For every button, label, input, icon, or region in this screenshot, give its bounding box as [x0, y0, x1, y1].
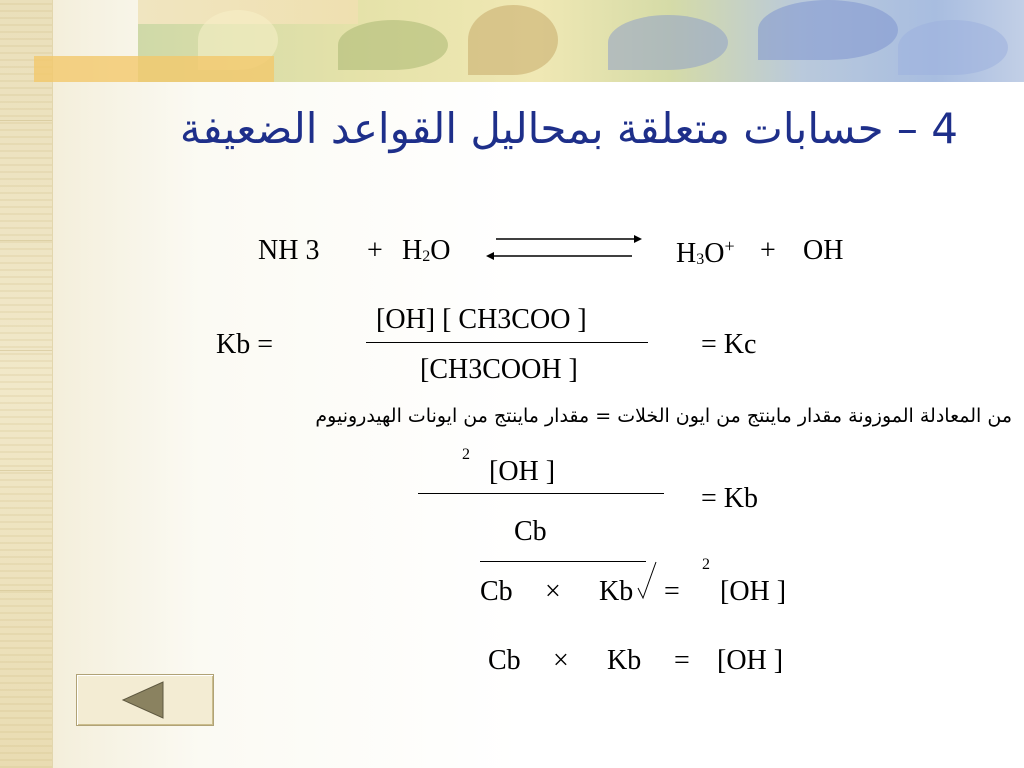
banner-leaf — [608, 15, 728, 70]
product-hydroxide: OH — [803, 235, 844, 266]
product-hydronium — [676, 237, 735, 268]
strip-tile — [0, 470, 52, 471]
fraction-bar — [366, 342, 648, 343]
kc-label: = Kc — [701, 329, 757, 360]
cb-term: Cb — [488, 645, 521, 676]
kb-label: Kb = — [216, 329, 274, 360]
kb-term: Kb — [599, 576, 634, 607]
fraction-bar — [418, 493, 664, 494]
strip-tile — [0, 240, 52, 241]
o-symbol: O — [430, 235, 451, 266]
triangle-left-icon — [77, 675, 213, 725]
o-symbol: O — [704, 238, 725, 269]
sqrt-icon — [636, 560, 660, 604]
equals-sign: = — [674, 645, 690, 676]
exponent-2: 2 — [462, 446, 470, 463]
slide-title: 4 – حسابات متعلقة بمحاليل القواعد الضعيفة — [179, 104, 958, 153]
oh-term: [OH ] — [717, 645, 784, 676]
plus-sign: + — [760, 235, 776, 266]
times-sign: × — [545, 576, 561, 607]
banner-leaf — [468, 5, 558, 75]
strip-tile — [0, 350, 52, 351]
equals-kb: = Kb — [701, 483, 759, 514]
superscript-plus: + — [724, 236, 735, 256]
times-sign: × — [553, 645, 569, 676]
kb-term: Kb — [607, 645, 642, 676]
kb-numerator: [OH] [ CH3COO ] — [376, 304, 587, 335]
plus-sign: + — [367, 235, 383, 266]
equals-sign: = — [664, 576, 680, 607]
banner-leaf — [758, 0, 898, 60]
oh-term: [OH ] — [720, 576, 787, 607]
equilibrium-arrows-icon — [484, 230, 644, 264]
oh-numerator: [OH ] — [489, 456, 556, 487]
banner-accent-bar — [34, 56, 274, 82]
strip-tile — [0, 120, 52, 121]
cb-denominator: Cb — [514, 516, 547, 547]
reactant-nh3: NH 3 — [258, 235, 320, 266]
subscript-2: 2 — [422, 248, 431, 265]
sqrt-bar — [480, 561, 646, 562]
h-symbol: H — [676, 238, 697, 269]
statement-text: من المعادلة الموزونة مقدار ماينتج من ايون الخلات = مقدار ماينتج من ايونات الهيدرونيوم — [315, 405, 1012, 427]
cb-term: Cb — [480, 576, 513, 607]
back-button[interactable] — [76, 674, 214, 726]
reactant-water — [402, 237, 450, 265]
exponent-2: 2 — [702, 556, 710, 573]
kb-denominator: [CH3COOH ] — [420, 354, 578, 385]
banner-leaf — [898, 20, 1008, 75]
left-decorative-strip — [0, 0, 53, 768]
banner-leaf — [338, 20, 448, 70]
h-symbol: H — [402, 235, 423, 266]
subscript-3: 3 — [696, 251, 705, 268]
strip-tile — [0, 590, 52, 591]
